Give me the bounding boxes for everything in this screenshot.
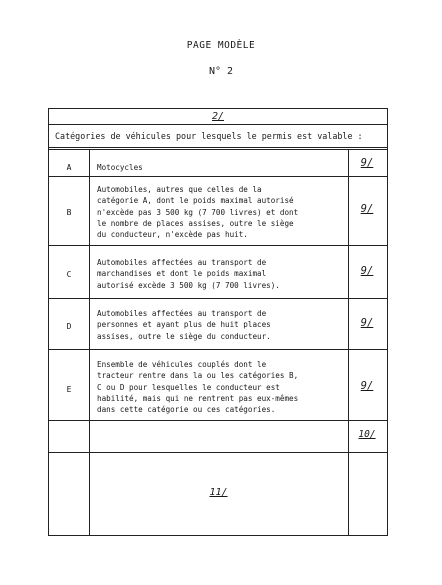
category-a-line: Motocycles (97, 163, 143, 172)
category-letter-a: A (66, 163, 72, 172)
category-e-note: 9/ (360, 380, 374, 392)
category-b-line: catégorie A, dont le poids maximal autorisé (97, 196, 294, 206)
category-b-line: n'excède pas 3 500 kg (7 700 livres) et dont (97, 207, 299, 217)
header-note: 2/ (211, 111, 225, 122)
page-number-text: N° 2 (208, 66, 234, 77)
category-d-line: assises, outre le siège du conducteur. (97, 331, 271, 341)
row-divider (49, 245, 387, 246)
row-divider (49, 349, 387, 350)
category-b-description (97, 184, 298, 240)
category-e-line: C ou D pour lesquelles le conducteur est (97, 382, 280, 392)
row-divider (49, 452, 387, 453)
category-c-line: autorisé excède 3 500 kg (7 700 livres). (97, 280, 280, 290)
category-b-line: du conducteur, n'excède pas huit. (97, 230, 248, 240)
column-divider-left (89, 149, 90, 535)
category-d-line: personnes et ayant plus de huit places (97, 320, 271, 330)
page-title: PAGE MODÈLE (186, 40, 256, 51)
category-b-line: le nombre de places assises, outre le siège (97, 218, 294, 228)
category-letter-d: D (66, 322, 72, 331)
category-d-description (97, 308, 271, 342)
category-a-note: 9/ (360, 157, 374, 169)
category-a-description (97, 162, 143, 173)
footer-note: 11/ (209, 487, 228, 498)
category-e-line: habilité, mais qui ne rentrent pas eux-mêmes (97, 393, 299, 403)
category-letter-e: E (66, 385, 72, 394)
category-b-line: Automobiles, autres que celles de la (97, 185, 262, 194)
row-divider (49, 420, 387, 421)
category-e-line: tracteur rentre dans la ou les catégories B, (97, 371, 299, 381)
category-letter-c: C (66, 270, 72, 279)
category-letter-b: B (66, 208, 72, 217)
category-b-note: 9/ (360, 203, 374, 215)
category-c-line: Automobiles affectées au transport de (97, 258, 267, 267)
category-c-line: marchandises et dont le poids maximal (97, 269, 267, 279)
divider-double (49, 147, 387, 150)
category-e-line: dans cette catégorie ou ces catégories. (97, 405, 276, 415)
category-d-line: Automobiles affectées au transport de (97, 309, 267, 318)
empty-row-note: 10/ (358, 429, 376, 440)
page-number (0, 66, 442, 77)
category-d-note: 9/ (360, 317, 374, 329)
category-e-line: Ensemble de véhicules couplés dont le (97, 360, 267, 369)
licence-model-form (48, 108, 388, 536)
row-divider (49, 176, 387, 177)
divider (49, 124, 387, 125)
row-divider (49, 298, 387, 299)
category-e-description (97, 359, 298, 415)
category-c-description (97, 257, 280, 291)
category-c-note: 9/ (360, 265, 374, 277)
categories-caption: Catégories de véhicules pour lesquels le permis est valable : (55, 131, 363, 141)
